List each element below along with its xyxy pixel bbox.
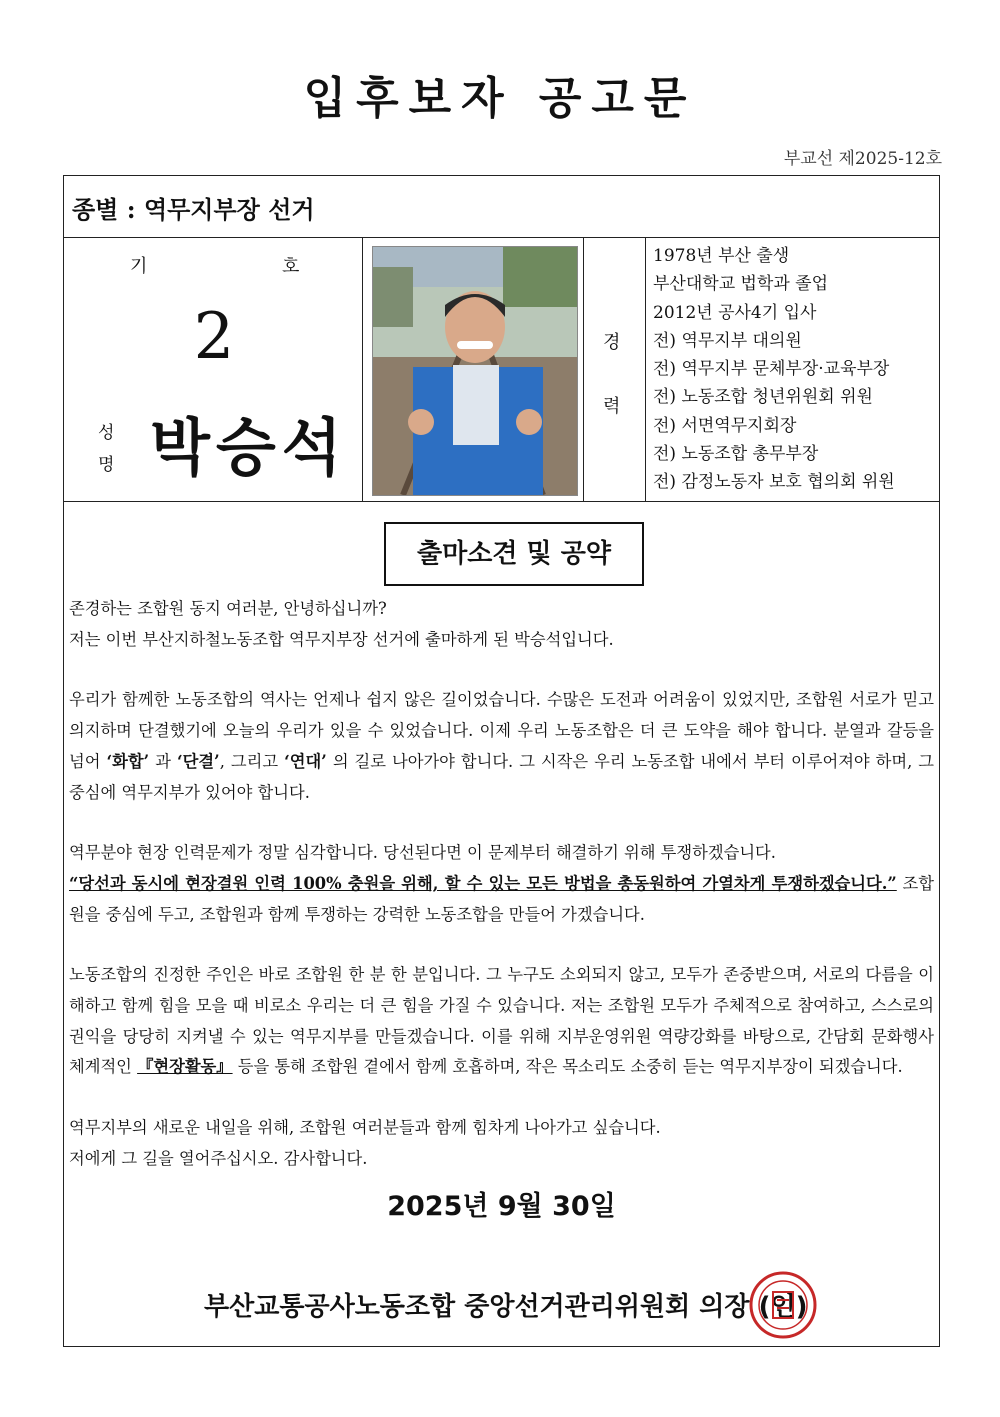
career-list xyxy=(653,242,895,497)
paragraph xyxy=(69,1113,934,1174)
text: 조합원을 중심에 두고, 조합원과 함께 투쟁하는 강력한 노동조합을 만들어 가겠습니다. xyxy=(69,873,934,924)
career-item: 1978년 부산 출생 xyxy=(653,246,790,266)
signature-text: 부산교통공사노동조합 중앙선거관리위원회 의장 xyxy=(204,1292,750,1322)
name-label: 성 xyxy=(98,423,115,443)
signature-line xyxy=(204,1286,808,1323)
candidate-number: 2 xyxy=(193,300,235,374)
greeting-line: 존경하는 조합원 동지 여러분, 안녕하십니까? xyxy=(69,599,387,618)
career-label: 경 xyxy=(603,332,621,353)
seal-mark-text: (인) xyxy=(758,1292,808,1322)
career-item: 전) 노동조합 총무부장 xyxy=(653,444,819,465)
keyword: ‘화합’ xyxy=(106,751,150,771)
official-seal-icon xyxy=(748,1270,818,1340)
paragraph xyxy=(69,594,934,655)
number-label: 호 xyxy=(282,256,300,277)
career-item: 2012년 공사4기 입사 xyxy=(653,302,817,323)
document-title: 입후보자 공고문 xyxy=(303,73,697,124)
text: 역무분야 현장 인력문제가 정말 심각합니다. 당선된다면 이 문제부터 해결하기 위해 투쟁하겠습니다. xyxy=(69,843,776,863)
number-label: 기 xyxy=(130,256,148,277)
statement-body xyxy=(69,594,934,1205)
keyword: ‘연대’ xyxy=(284,751,327,771)
keyword: 『현장활동』 xyxy=(137,1057,233,1077)
keyword: ‘단결’ xyxy=(176,751,220,771)
text: 의 길로 나아가야 합니다. 그 시작은 우리 노동조합 내에서 부터 이루어져야 하며, 그 중심에 역무지부가 있어야 합니다. xyxy=(69,751,934,802)
career-label: 력 xyxy=(603,396,621,417)
section-heading: 출마소견 및 공약 xyxy=(384,522,644,586)
document-number: 부교선 제2025-12호 xyxy=(783,149,942,169)
name-label: 명 xyxy=(98,455,115,475)
career-item: 전) 역무지부 대의원 xyxy=(653,330,802,351)
divider xyxy=(645,238,646,501)
text: , 그리고 xyxy=(219,751,285,771)
election-kind-row xyxy=(64,176,939,238)
issue-date: 2025년 9월 30일 xyxy=(387,1191,616,1222)
pledge: “당선과 동시에 현장결원 인력 100% 충원을 위해, 할 수 있는 모든 방법을 총동원하여 가열차게 투쟁하겠습니다.” xyxy=(69,873,897,893)
text: 역무지부의 새로운 내일을 위해, 조합원 여러분들과 함께 힘차게 나아가고 싶습니다. xyxy=(69,1118,661,1138)
divider xyxy=(362,238,363,501)
text: 우리가 함께한 노동조합의 역사는 언제나 쉽지 않은 길이었습니다. 수많은 도전과 어려움이 있었지만, 조합원 서로가 믿고 의지하며 단결했기에 오늘의 우리가 있을 수 있었습니다. 이제 우리 노동조합은 더 큰 도약을 해야 합니다. 분열과 갈등을 넘어 xyxy=(69,690,934,771)
text: 등을 통해 조합원 곁에서 함께 호흡하며, 작은 목소리도 소중히 듣는 역무지부장이 되겠습니다. xyxy=(232,1057,903,1077)
divider xyxy=(583,238,584,501)
career-item: 전) 노동조합 청년위원회 위원 xyxy=(653,387,873,408)
paragraph xyxy=(69,685,934,808)
text: 과 xyxy=(149,751,177,771)
text: 저에게 그 길을 열어주십시오. 감사합니다. xyxy=(69,1148,368,1168)
paragraph xyxy=(69,960,934,1083)
notice-frame xyxy=(63,175,940,1347)
career-item: 부산대학교 법학과 졸업 xyxy=(653,274,829,295)
career-item: 전) 감정노동자 보호 협의회 위원 xyxy=(653,472,895,493)
career-item: 전) 서면역무지회장 xyxy=(653,415,797,436)
candidate-info-row xyxy=(64,238,939,502)
paragraph xyxy=(69,838,934,930)
candidate-name: 박승석 xyxy=(150,411,348,484)
election-kind: 종별 : 역무지부장 선거 xyxy=(72,195,315,224)
intro-line: 저는 이번 부산지하철노동조합 역무지부장 선거에 출마하게 된 박승석입니다. xyxy=(69,629,614,649)
candidate-photo xyxy=(372,246,578,496)
career-item: 전) 역무지부 문체부장·교육부장 xyxy=(653,359,890,380)
text: 노동조합의 진정한 주인은 바로 조합원 한 분 한 분입니다. 그 누구도 소외되지 않고, 모두가 존중받으며, 서로의 다름을 이해하고 함께 힘을 모을 때 비로소 우리는 더 큰 힘을 가질 수 있습니다. 저는 조합원 모두가 주체적으로 참여하고, 스스로의 권익을 당당히 지켜낼 수 있는 역무지부를 만들겠습니다. 이를 위해 지부운영위원 역량강화를 바탕으로, 간담회 문화행사 체계적인 xyxy=(69,965,934,1077)
